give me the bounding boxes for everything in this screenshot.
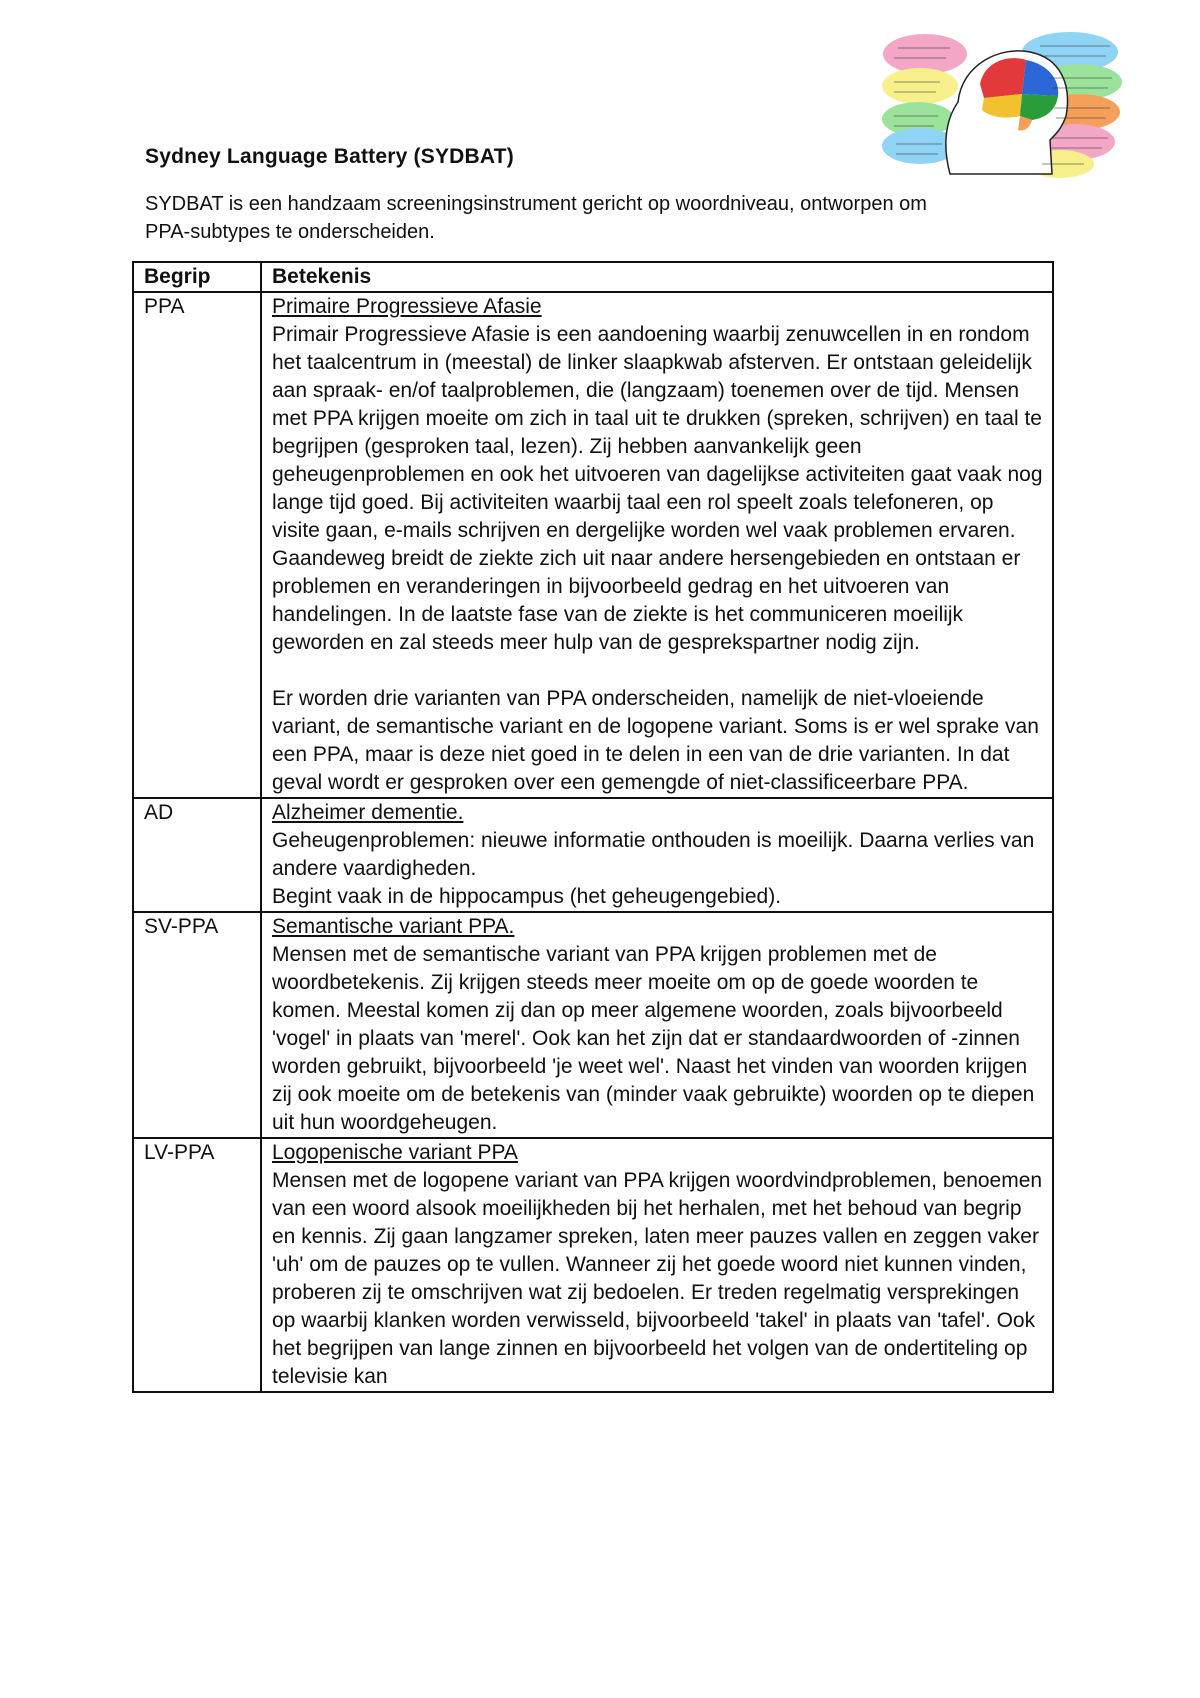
term-cell: AD [133, 798, 261, 912]
intro-line: PPA-subtypes te onderscheiden. [145, 221, 435, 243]
definition-heading: Semantische variant PPA. [272, 915, 515, 938]
table-header-row [133, 262, 1053, 292]
definition-heading: Primaire Progressieve Afasie [272, 295, 542, 318]
table-row [133, 292, 1053, 798]
paragraph-spacer [272, 657, 1046, 685]
table-row [133, 798, 1053, 912]
column-header-term: Begrip [133, 262, 261, 292]
meaning-cell [261, 1138, 1053, 1392]
definition-heading: Alzheimer dementie. [272, 801, 464, 824]
document-title: Sydney Language Battery (SYDBAT) [145, 145, 514, 168]
terms-table [132, 261, 1054, 1393]
definition-text: Mensen met de logopene variant van PPA krijgen woordvindproblemen, benoemen van een woord alsook moeilijkheden bij het herhalen, met het behoud van begrip en kennis. Zij gaan langzamer spreken, laten meer pauzes vallen en zeggen vaker 'uh' om de pauzes op te vullen. Wanneer zij het goede woord niet kunnen vinden, proberen zij te omschrijven wat zij bedoelen. Er treden regelmatig versprekingen op waarbij klanken worden verwisseld, bijvoorbeeld 'takel' in plaats van 'tafel'. Ook het begrijpen van lange zinnen en bijvoorbeeld het volgen van de ondertiteling op televisie kan [272, 1169, 1043, 1388]
intro-line: SYDBAT is een handzaam screeningsinstrument gericht op woordniveau, ontworpen om [145, 193, 927, 215]
definition-text: Geheugenproblemen: nieuwe informatie onthouden is moeilijk. Daarna verlies van andere vaardigheden. [272, 829, 1035, 880]
term-cell: LV-PPA [133, 1138, 261, 1392]
brain-illustration-icon [880, 24, 1125, 179]
definition-text: Er worden drie varianten van PPA onderscheiden, namelijk de niet-vloeiende variant, de semantische variant en de logopene variant. Soms is er wel sprake van een PPA, maar is deze niet goed in te delen in een van de drie varianten. In dat geval wordt er gesproken over een gemengde of niet-classificeerbare PPA. [272, 687, 1039, 794]
term-cell: SV-PPA [133, 912, 261, 1138]
definition-heading: Logopenische variant PPA [272, 1141, 518, 1164]
meaning-cell [261, 292, 1053, 798]
meaning-cell [261, 912, 1053, 1138]
table-row [133, 912, 1053, 1138]
definition-text: Primair Progressieve Afasie is een aandoening waarbij zenuwcellen in en rondom het taalcentrum in (meestal) de linker slaapkwab afsterven. Er ontstaan geleidelijk aan spraak- en/of taalproblemen, die (langzaam) toenemen over de tijd. Mensen met PPA krijgen moeite om zich in taal uit te drukken (spreken, schrijven) en taal te begrijpen (gesproken taal, lezen). Zij hebben aanvankelijk geen geheugenproblemen en ook het uitvoeren van dagelijkse activiteiten gaat vaak nog lange tijd goed. Bij activiteiten waarbij taal een rol speelt zoals telefoneren, op visite gaan, e-mails schrijven en dergelijke worden wel vaak problemen ervaren. Gaandeweg breidt de ziekte zich uit naar andere hersengebieden en ontstaan er problemen en veranderingen in bijvoorbeeld gedrag en het uitvoeren van handelingen. In de laatste fase van de ziekte is het communiceren moeilijk geworden en zal steeds meer hulp van de gesprekspartner nodig zijn. [272, 323, 1043, 654]
definition-text: Mensen met de semantische variant van PPA krijgen problemen met de woordbetekenis. Zij krijgen steeds meer moeite om op de goede woorden te komen. Meestal komen zij dan op meer algemene woorden, zoals bijvoorbeeld 'vogel' in plaats van 'merel'. Ook kan het zijn dat er standaardwoorden of -zinnen worden gebruikt, bijvoorbeeld 'je weet wel'. Naast het vinden van woorden krijgen zij ook moeite om de betekenis van (minder vaak gebruikte) woorden op te diepen uit hun woordgeheugen. [272, 943, 1035, 1134]
meaning-cell [261, 798, 1053, 912]
table-row [133, 1138, 1053, 1392]
intro-paragraph [145, 190, 1045, 246]
definition-text: Begint vaak in de hippocampus (het geheugengebied). [272, 885, 782, 908]
column-header-meaning: Betekenis [261, 262, 1053, 292]
term-cell: PPA [133, 292, 261, 798]
